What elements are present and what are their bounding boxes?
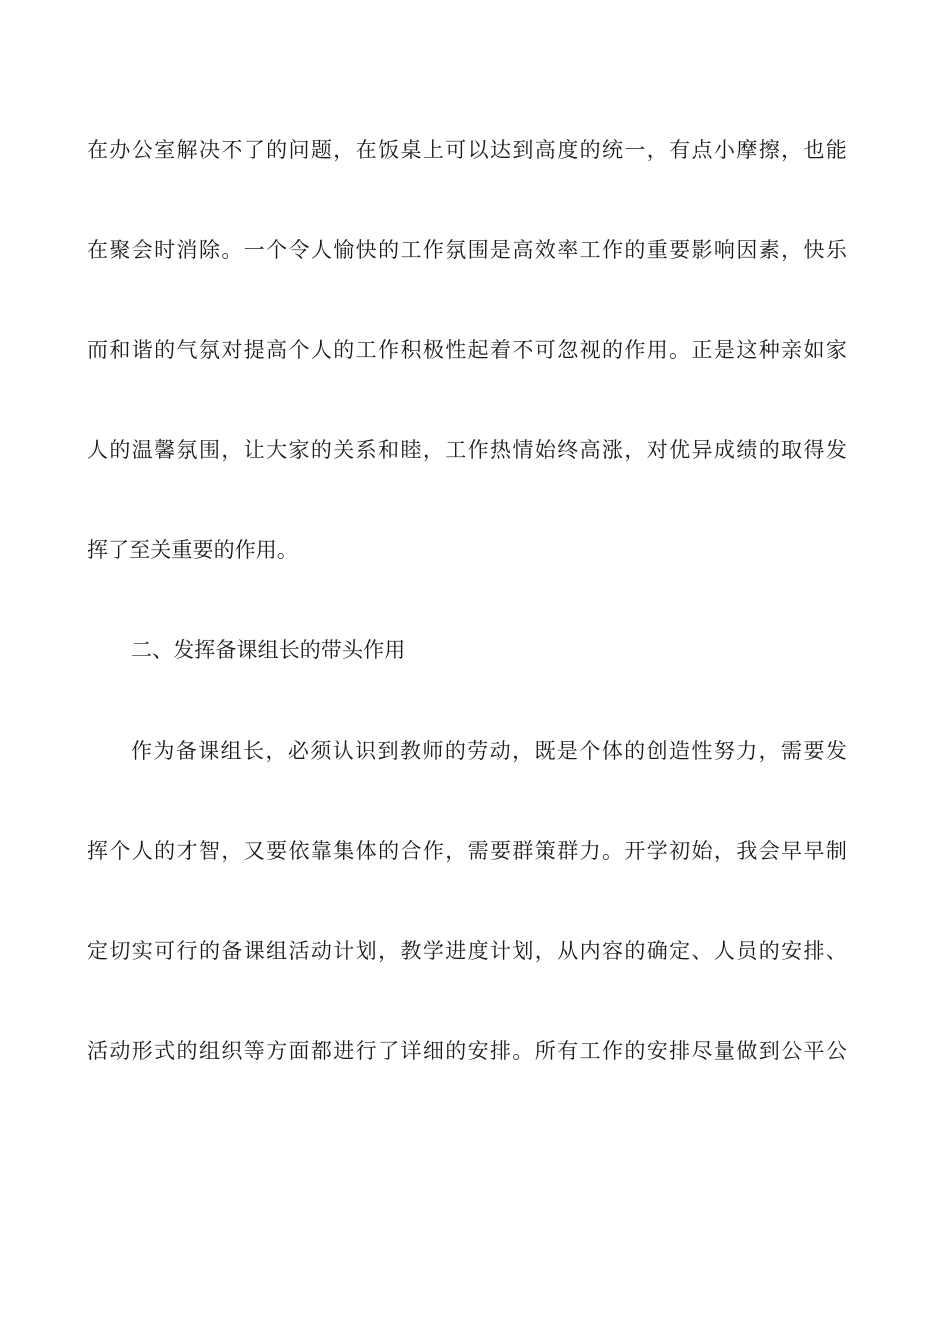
paragraph-line: 活动形式的组织等方面都进行了详细的安排。所有工作的安排尽量做到公平公 [87, 1039, 847, 1063]
paragraph-line: 在办公室解决不了的问题，在饭桌上可以达到高度的统一，有点小摩擦，也能 [87, 138, 847, 162]
section-heading: 二、发挥备课组长的带头作用 [131, 638, 406, 662]
paragraph-line: 定切实可行的备课组活动计划，教学进度计划，从内容的确定、人员的安排、 [87, 939, 847, 963]
paragraph-line: 而和谐的气氛对提高个人的工作积极性起着不可忽视的作用。正是这种亲如家 [87, 338, 847, 362]
paragraph-line: 挥了至关重要的作用。 [87, 538, 298, 562]
paragraph-line: 人的温馨氛围，让大家的关系和睦，工作热情始终高涨，对优异成绩的取得发 [87, 438, 847, 462]
paragraph-line: 在聚会时消除。一个令人愉快的工作氛围是高效率工作的重要影响因素，快乐 [87, 238, 847, 262]
paragraph-line: 作为备课组长，必须认识到教师的劳动，既是个体的创造性努力，需要发 [131, 739, 847, 763]
paragraph-line: 挥个人的才智，又要依靠集体的合作，需要群策群力。开学初始，我会早早制 [87, 839, 847, 863]
